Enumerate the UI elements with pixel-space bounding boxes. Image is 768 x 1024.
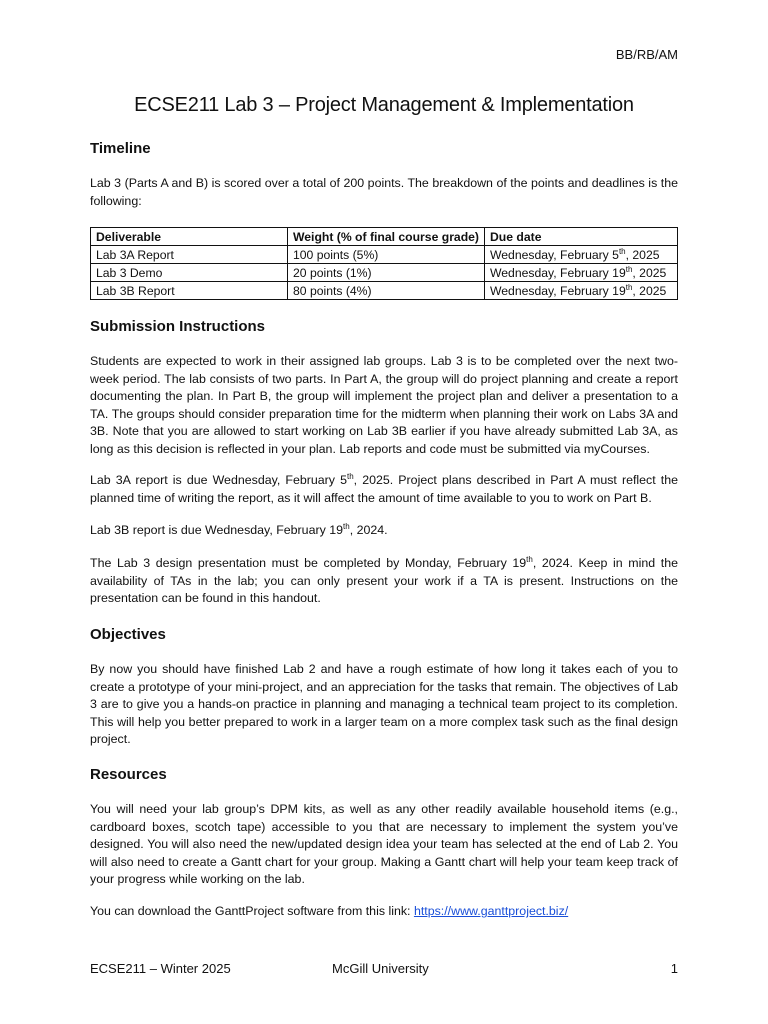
cell-weight: 20 points (1%)	[288, 264, 485, 282]
heading-objectives: Objectives	[90, 626, 166, 643]
footer-page-number: 1	[670, 961, 678, 976]
timeline-intro: Lab 3 (Parts A and B) is scored over a total of 200 points. The breakdown of the points and deadlines is the following:	[90, 176, 678, 208]
heading-resources: Resources	[90, 766, 167, 783]
resources-paragraph-2: You can download the GanttProject software from this link: https://www.ganttproject.biz/	[90, 904, 569, 918]
cell-due-date: Wednesday, February 19th, 2025	[485, 282, 678, 300]
table-header-cell: Weight (% of final course grade)	[288, 228, 485, 246]
cell-weight: 100 points (5%)	[288, 246, 485, 264]
objectives-paragraph: By now you should have finished Lab 2 and have a rough estimate of how long it takes each of you to create a prototype of your mini-project, and an appreciation for the tasks that remain. The objectives of Lab 3 are to give you a hands-on practice in planning and managing a technical team project to its completion. This will help you better prepared to work in a larger team on a more complex task such as the final design project.	[90, 662, 678, 747]
cell-weight: 80 points (4%)	[288, 282, 485, 300]
heading-timeline: Timeline	[90, 140, 151, 157]
cell-deliverable: Lab 3A Report	[91, 246, 288, 264]
submission-paragraph-4: The Lab 3 design presentation must be completed by Monday, February 19th, 2024. Keep in mind the availability of TAs in the lab; you can only present your work if a TA is present. Instructions on the presentation can be found in this handout.	[90, 554, 678, 606]
table-row	[91, 282, 678, 300]
table-row	[91, 264, 678, 282]
footer-university: McGill University	[332, 961, 429, 976]
submission-paragraph-2: Lab 3A report is due Wednesday, February 5th, 2025. Project plans described in Part A must reflect the planned time of writing the report, as it will affect the amount of time available to you to work on Part B.	[90, 471, 679, 505]
table-row	[91, 246, 678, 264]
header-initials: BB/RB/AM	[615, 47, 678, 62]
submission-paragraph-1: Students are expected to work in their assigned lab groups. Lab 3 is to be completed over the next two-week period. The lab consists of two parts. In Part A, the group will do project planning and create a report documenting the plan. In Part B, the group will implement the project plan and deliver a presentation to a TA. The groups should consider preparation time for the midterm when planning their work on Labs 3A and 3B. Note that you are allowed to start working on Lab 3B earlier if you have already submitted Lab 3A, as long as this decision is reflected in your plan. Lab reports and code must be submitted via myCourses.	[90, 354, 678, 456]
table-header-row	[91, 228, 678, 246]
document-title: ECSE211 Lab 3 – Project Management & Implementation	[134, 94, 634, 116]
table-header-cell: Deliverable	[91, 228, 288, 246]
submission-paragraph-3: Lab 3B report is due Wednesday, February 19th, 2024.	[90, 521, 388, 537]
cell-deliverable: Lab 3 Demo	[91, 264, 288, 282]
table-header-cell: Due date	[485, 228, 678, 246]
resources-paragraph-1: You will need your lab group’s DPM kits, as well as any other readily available household items (e.g., cardboard boxes, scotch tape) accessible to you that are necessary to implement the system you’ve designed. You will also need the new/updated design idea your team has selected at the end of Lab 2. You will also need to create a Gantt chart for your group. Making a Gantt chart will help your team keep track of your progress while working on the lab.	[90, 802, 678, 887]
cell-due-date: Wednesday, February 5th, 2025	[485, 246, 678, 264]
cell-deliverable: Lab 3B Report	[91, 282, 288, 300]
deliverables-table	[90, 227, 678, 300]
cell-due-date: Wednesday, February 19th, 2025	[485, 264, 678, 282]
ganttproject-link[interactable]: https://www.ganttproject.biz/	[413, 904, 569, 918]
footer-course: ECSE211 – Winter 2025	[90, 961, 231, 976]
heading-submission-instructions: Submission Instructions	[90, 318, 266, 335]
